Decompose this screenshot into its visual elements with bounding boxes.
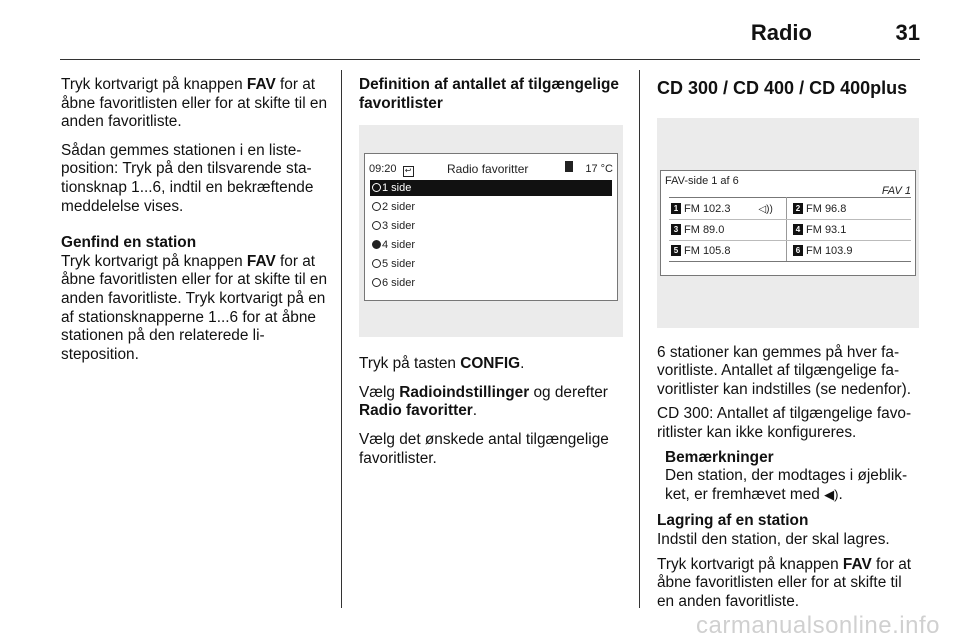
option-row[interactable]: 3 sider bbox=[370, 218, 612, 234]
preset-number-icon: 3 bbox=[671, 224, 681, 235]
screen-title: Radio favoritter bbox=[447, 162, 529, 177]
col2-paragraph-2: Vælg Radioindstillinger og derefter Radio favoritter. bbox=[359, 383, 608, 420]
page-title: Radio bbox=[750, 20, 812, 45]
note-box bbox=[657, 449, 923, 505]
config-key-label: CONFIG bbox=[460, 355, 521, 373]
status-bar bbox=[369, 160, 613, 176]
section-heading-recall: Genfind en station bbox=[61, 234, 197, 252]
display-screen bbox=[364, 153, 618, 301]
temperature: 17 °C bbox=[585, 163, 613, 176]
col1-paragraph-2: Sådan gemmes stationen i en liste-position: Tryk på den tilsvarende sta-tionsknap 1...6, indtil en bekræftende meddelelse vises. bbox=[61, 141, 314, 215]
speaker-icon: ◀) bbox=[824, 486, 839, 502]
fav-page-label: FAV-side 1 af 6 bbox=[665, 174, 739, 187]
preset-number-icon: 6 bbox=[793, 245, 803, 256]
option-row[interactable]: 1 side bbox=[370, 180, 612, 196]
col1-paragraph-1: Tryk kortvarigt på knappen FAV for at åbne favoritlisten eller for at skifte til en anden favoritliste. bbox=[61, 76, 328, 131]
station-preset[interactable]: 5 FM 105.8 bbox=[671, 243, 730, 259]
preset-number-icon: 2 bbox=[793, 203, 803, 214]
option-row[interactable]: 4 sider bbox=[370, 237, 612, 253]
col3-paragraph-1: 6 stationer kan gemmes på hver fa-voritliste. Antallet af tilgængelige fa-voritlister kan indstilles (se nedenfor). bbox=[657, 343, 912, 398]
radio-favorites-screenshot bbox=[359, 125, 623, 337]
radio-icon bbox=[372, 202, 381, 211]
fav-key-label: FAV bbox=[246, 76, 276, 93]
column-2 bbox=[359, 76, 625, 478]
column-1 bbox=[61, 76, 329, 374]
fav-list-label: FAV 1 bbox=[881, 184, 911, 197]
column-divider-2 bbox=[639, 70, 640, 608]
station-preset[interactable]: 6 FM 103.9 bbox=[793, 243, 852, 259]
fav-list-screenshot bbox=[657, 118, 919, 328]
note-heading: Bemærkninger bbox=[665, 448, 774, 466]
preset-number-icon: 5 bbox=[671, 245, 681, 256]
back-icon: ↩ bbox=[403, 166, 414, 177]
station-preset[interactable]: 2 FM 96.8 bbox=[793, 201, 846, 217]
station-preset[interactable]: 3 FM 89.0 bbox=[671, 222, 724, 238]
watermark: carmanualsonline.info bbox=[696, 612, 940, 639]
col2-paragraph-1: Tryk på tasten CONFIG. bbox=[359, 355, 525, 373]
speaker-icon: ◁)) bbox=[758, 203, 773, 215]
phone-icon bbox=[565, 161, 573, 172]
radio-icon bbox=[372, 221, 381, 230]
radio-filled-icon bbox=[372, 240, 381, 249]
col3-paragraph-3: Indstil den station, der skal lagres. bbox=[657, 530, 890, 548]
display-screen bbox=[660, 170, 916, 276]
col2-paragraph-3: Vælg det ønskede antal tilgængelige favoritlister. bbox=[359, 430, 609, 467]
menu-item-radio-favorites: Radio favoritter bbox=[359, 402, 473, 420]
preset-number-icon: 4 bbox=[793, 224, 803, 235]
radio-icon bbox=[372, 278, 381, 287]
preset-number-icon: 1 bbox=[671, 203, 681, 214]
menu-item-radio-settings: Radioindstillinger bbox=[399, 383, 530, 401]
header-divider bbox=[60, 59, 920, 60]
fav-key-label: FAV bbox=[246, 252, 276, 270]
col3-paragraph-2: CD 300: Antallet af tilgængelige favo-ritlister kan ikke konfigureres. bbox=[657, 405, 912, 441]
section-heading-store: Lagring af en station bbox=[657, 512, 809, 530]
note-text: Den station, der modtages i øjeblik-ket, er fremhævet med ◀). bbox=[665, 467, 908, 503]
col1-paragraph-3: Tryk kortvarigt på knappen FAV for at åbne favoritlisten eller for at skifte til en anden favoritliste. Tryk kortvarigt på en af stationsknapperne 1...6 for at åbne stationen på den relaterede li-steposition. bbox=[61, 252, 328, 363]
col3-paragraph-4: Tryk kortvarigt på knappen FAV for at åbne favoritlisten eller for at skifte til en anden favoritliste. bbox=[657, 555, 912, 610]
option-row[interactable]: 2 sider bbox=[370, 199, 612, 215]
station-preset[interactable]: 1 FM 102.3 ◁)) bbox=[671, 201, 773, 217]
fav-key-label: FAV bbox=[842, 555, 872, 573]
column-divider-1 bbox=[341, 70, 342, 608]
column-3 bbox=[657, 76, 923, 621]
option-row[interactable]: 5 sider bbox=[370, 256, 612, 272]
section-title-cd: CD 300 / CD 400 / CD 400plus bbox=[657, 78, 908, 98]
radio-icon bbox=[372, 259, 381, 268]
section-heading-definition: Definition af antallet af tilgængelige favoritlister bbox=[359, 76, 619, 112]
page-number: 31 bbox=[895, 20, 920, 45]
station-preset[interactable]: 4 FM 93.1 bbox=[793, 222, 846, 238]
option-row[interactable]: 6 sider bbox=[370, 275, 612, 291]
clock: 09:20 bbox=[369, 163, 397, 176]
radio-icon bbox=[372, 183, 381, 192]
